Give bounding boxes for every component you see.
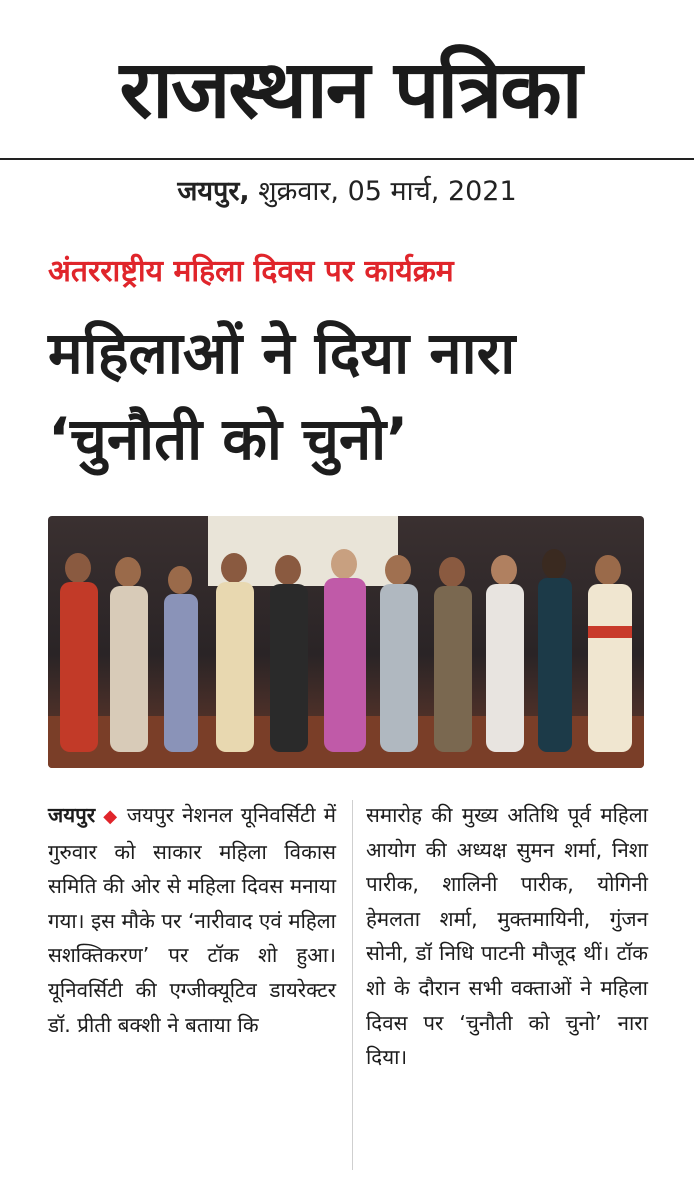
newspaper-title: राजस्थान पत्रिका	[119, 43, 581, 136]
article-column-2	[366, 798, 648, 1075]
dateline-date: शुक्रवार, 05 मार्च, 2021	[249, 176, 517, 207]
masthead	[0, 0, 694, 160]
dateline-city: जयपुर,	[177, 176, 250, 207]
placeline: जयपुर	[48, 803, 96, 827]
column-divider	[352, 800, 353, 1170]
headline-line-2: ‘चुनौती को चुनो’	[48, 405, 409, 473]
group-photo	[48, 516, 644, 768]
dateline	[0, 172, 694, 212]
kicker: अंतरराष्ट्रीय महिला दिवस पर कार्यक्रम	[48, 254, 454, 289]
article-text-col-2: समारोह की मुख्य अतिथि पूर्व महिला आयोग की अध्यक्ष सुमन शर्मा, निशा पारीक, शालिनी पारीक, योगिनी हेमलता शर्मा, मुक्तमायिनी, गुंजन सोनी, डॉ निधि पाटनी मौजूद थीं। टॉक शो के दौरान सभी वक्ताओं ने महिला दिवस पर ‘चुनौती को चुनो’ नारा दिया।	[366, 803, 648, 1070]
headline-line-1: महिलाओं ने दिया नारा	[48, 319, 516, 387]
headline	[48, 310, 668, 482]
article-text-col-1: जयपुर नेशनल यूनिवर्सिटी में गुरुवार को साकार महिला विकास समिति की ओर से महिला दिवस मनाया गया। इस मौके पर ‘नारीवाद एवं महिला सशक्तिकरण’ पर टॉक शो हुआ। यूनिवर्सिटी की एग्जीक्यूटिव डायरेक्टर डॉ. प्रीती बक्शी ने बताया कि	[48, 803, 336, 1037]
diamond-icon: ◆	[103, 806, 119, 827]
masthead-rule	[0, 158, 694, 160]
article-column-1	[48, 798, 336, 1042]
